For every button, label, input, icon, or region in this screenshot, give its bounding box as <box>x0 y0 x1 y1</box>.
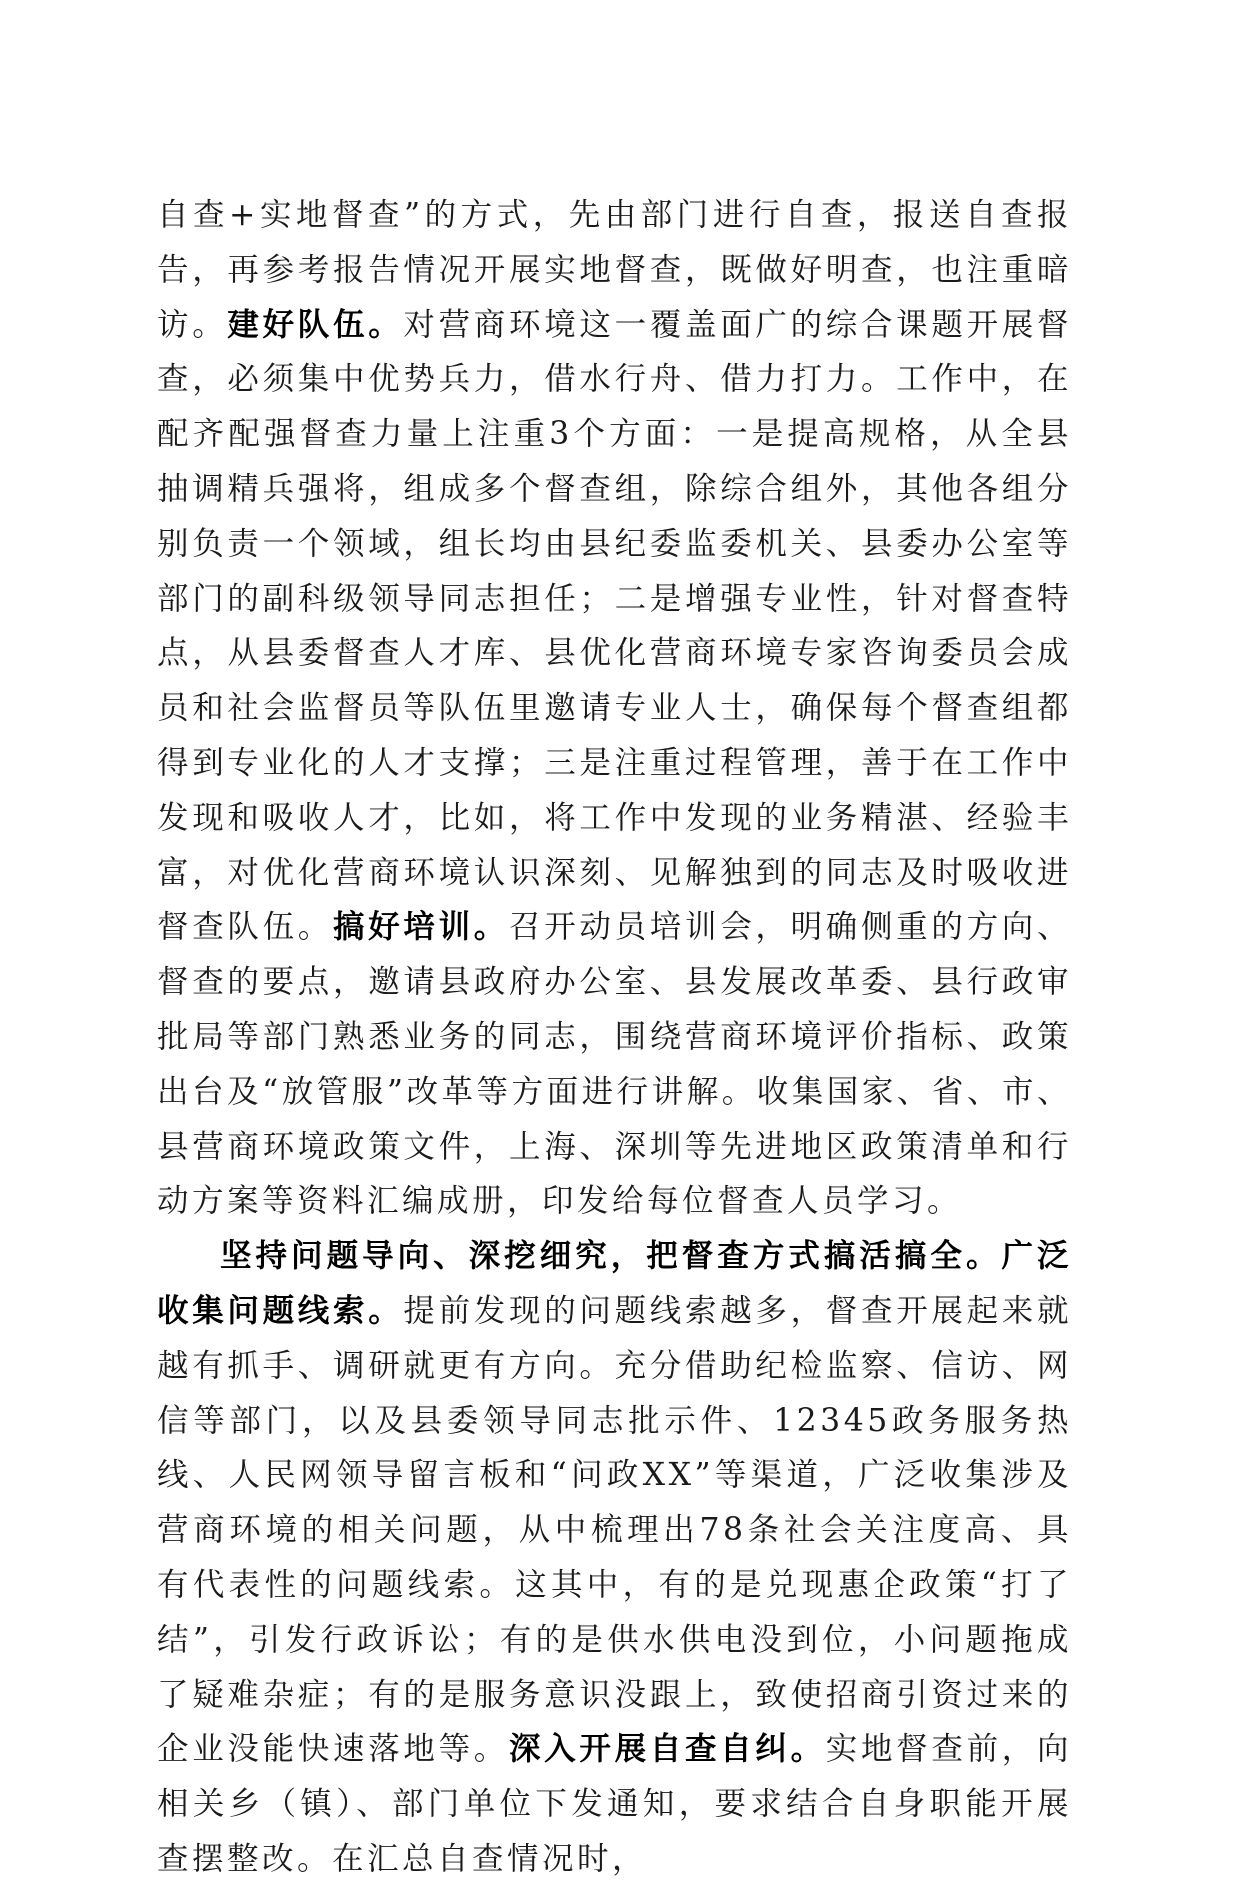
paragraph-1 <box>157 188 1072 1229</box>
text-run: 召开动员培训会，明确侧重的方向、督查的要点，邀请县政府办公室、县发展改革委、县行政审批局等部门熟悉业务的同志，围绕营商环境评价指标、政策出台及“放管服”改革等方面进行讲解。收集国家、省、市、县营商环境政策文件，上海、深圳等先进地区政策清单和行动方案等资料汇编成册，印发给每位督查人员学习。 <box>157 909 1072 1220</box>
text-run: 对营商环境这一覆盖面广的综合课题开展督查，必须集中优势兵力，借水行舟、借力打力。工作中，在配齐配强督查力量上注重3个方面：一是提高规格，从全县抽调精兵强将，组成多个督查组，除综合组外，其他各组分别负责一个领域，组长均由县纪委监委机关、县委办公室等部门的副科级领导同志担任；二是增强专业性，针对督查特点，从县委督查人才库、县优化营商环境专家咨询委员会成员和社会监督员等队伍里邀请专业人士，确保每个督查组都得到专业化的人才支撑；三是注重过程管理，善于在工作中发现和吸收人才，比如，将工作中发现的业务精湛、经验丰富，对优化营商环境认识深刻、见解独到的同志及时吸收进督查队伍。 <box>157 306 1072 946</box>
text-run: 提前发现的问题线索越多，督查开展起来就越有抓手、调研就更有方向。充分借助纪检监察、信访、网信等部门，以及县委领导同志批示件、12345政务服务热线、人民网领导留言板和“问政XX”等渠道，广泛收集涉及营商环境的相关问题，从中梳理出78条社会关注度高、具有代表性的问题线索。这其中，有的是兑现惠企政策“打了结”，引发行政诉讼；有的是供水供电没到位，小问题拖成了疑难杂症；有的是服务意识没跟上，致使招商引资过来的企业没能快速落地等。 <box>157 1292 1072 1768</box>
paragraph-2 <box>157 1229 1072 1887</box>
bold-heading-self-check: 深入开展自查自纠。 <box>508 1730 826 1768</box>
text-run: 自查+实地督查”的方式，先由部门进行自查，报送自查报告，再参考报告情况开展实地督查，既做好明查，也注重暗访。 <box>157 197 1072 343</box>
bold-heading-training: 搞好培训。 <box>333 908 509 946</box>
bold-section-heading: 坚持问题导向、深挖细究，把督查方式搞活搞全。广泛收集问题线索。 <box>157 1237 1072 1329</box>
document-body <box>157 188 1072 1887</box>
bold-heading-build-team: 建好队伍。 <box>227 305 404 343</box>
text-run: 实地督查前，向相关乡（镇）、部门单位下发通知，要求结合自身职能开展查摆整改。在汇总自查情况时， <box>157 1731 1072 1877</box>
